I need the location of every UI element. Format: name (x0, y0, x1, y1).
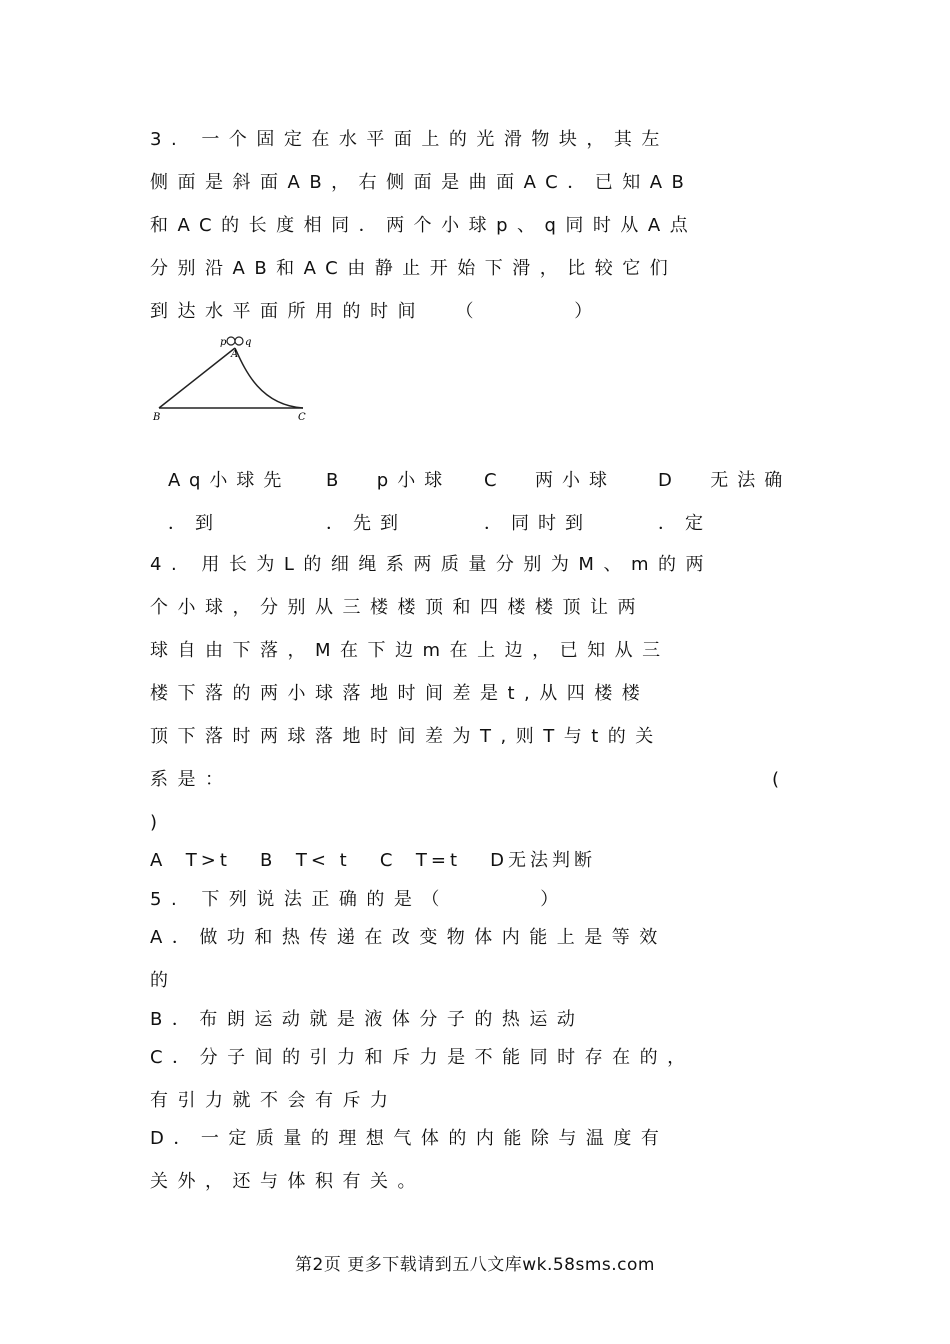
label-q: q (245, 337, 252, 348)
q3-option-d: D 无法确 (658, 470, 792, 491)
q4-line-2: 个小球，分别从三楼楼顶和四楼楼顶让两 (150, 597, 645, 618)
q4-paren-open: ( (772, 769, 789, 790)
slope-ab (159, 348, 235, 408)
q4-line-1: 4. 用长为L的细绳系两质量分别为M、m的两 (150, 554, 713, 575)
q3-line-1: 3. 一个固定在水平面上的光滑物块，其左 (150, 129, 669, 150)
q5-line-6: 有引力就不会有斥力 (150, 1090, 398, 1111)
q5-line-7: D．一定质量的理想气体的内能除与温度有 (150, 1128, 669, 1149)
q3-option-a-cont: ．到 (168, 513, 222, 534)
page-footer: 第2页 更多下载请到五八文库wk.58sms.com (295, 1255, 655, 1275)
ball-q (235, 337, 243, 345)
q3-line-2: 侧面是斜面AB，右侧面是曲面AC．已知AB (150, 172, 694, 193)
q5-line-8: 关外，还与体积有关。 (150, 1171, 425, 1192)
q3-option-c: C 两小球 (484, 470, 617, 491)
label-a: A (231, 349, 239, 360)
q5-line-1: 5. 下列说法正确的是（ ） (150, 889, 568, 910)
q5-line-4: B．布朗运动就是液体分子的热运动 (150, 1009, 585, 1030)
q3-line-4: 分别沿AB和AC由静止开始下滑，比较它们 (150, 258, 678, 279)
q5-line-3: 的 (150, 970, 178, 991)
q4-options: A T>t B T< t C T=t D无法判断 (150, 850, 597, 871)
q5-line-5: C．分子间的引力和斥力是不能同时存在的， (150, 1047, 695, 1068)
q3-line-3: 和AC的长度相同．两个小球p、q同时从A点 (150, 215, 698, 236)
q4-line-3: 球自由下落，M在下边m在上边，已知从三 (150, 640, 670, 661)
label-p: p (220, 337, 227, 348)
q3-line-5: 到达水平面所用的时间 （ ） (150, 301, 602, 322)
curve-ac (235, 348, 303, 408)
q3-option-b: B p小球 (326, 470, 452, 491)
incline-figure (145, 330, 315, 425)
q4-line-6: 系是： (150, 769, 233, 790)
q3-option-c-cont: ．同时到 (484, 513, 592, 534)
label-b: B (153, 412, 161, 423)
q5-line-2: A．做功和热传递在改变物体内能上是等效 (150, 927, 667, 948)
label-c: C (298, 412, 306, 423)
q4-line-4: 楼下落的两小球落地时间差是t,从四楼楼 (150, 683, 650, 704)
q3-option-a: Aq小球先 (168, 470, 291, 491)
q3-option-d-cont: ．定 (658, 513, 712, 534)
q4-line-5: 顶下落时两球落地时间差为T,则T与t的关 (150, 726, 663, 747)
q3-option-b-cont: ．先到 (326, 513, 407, 534)
q4-line-7: ) (150, 812, 167, 833)
ball-p (227, 337, 235, 345)
